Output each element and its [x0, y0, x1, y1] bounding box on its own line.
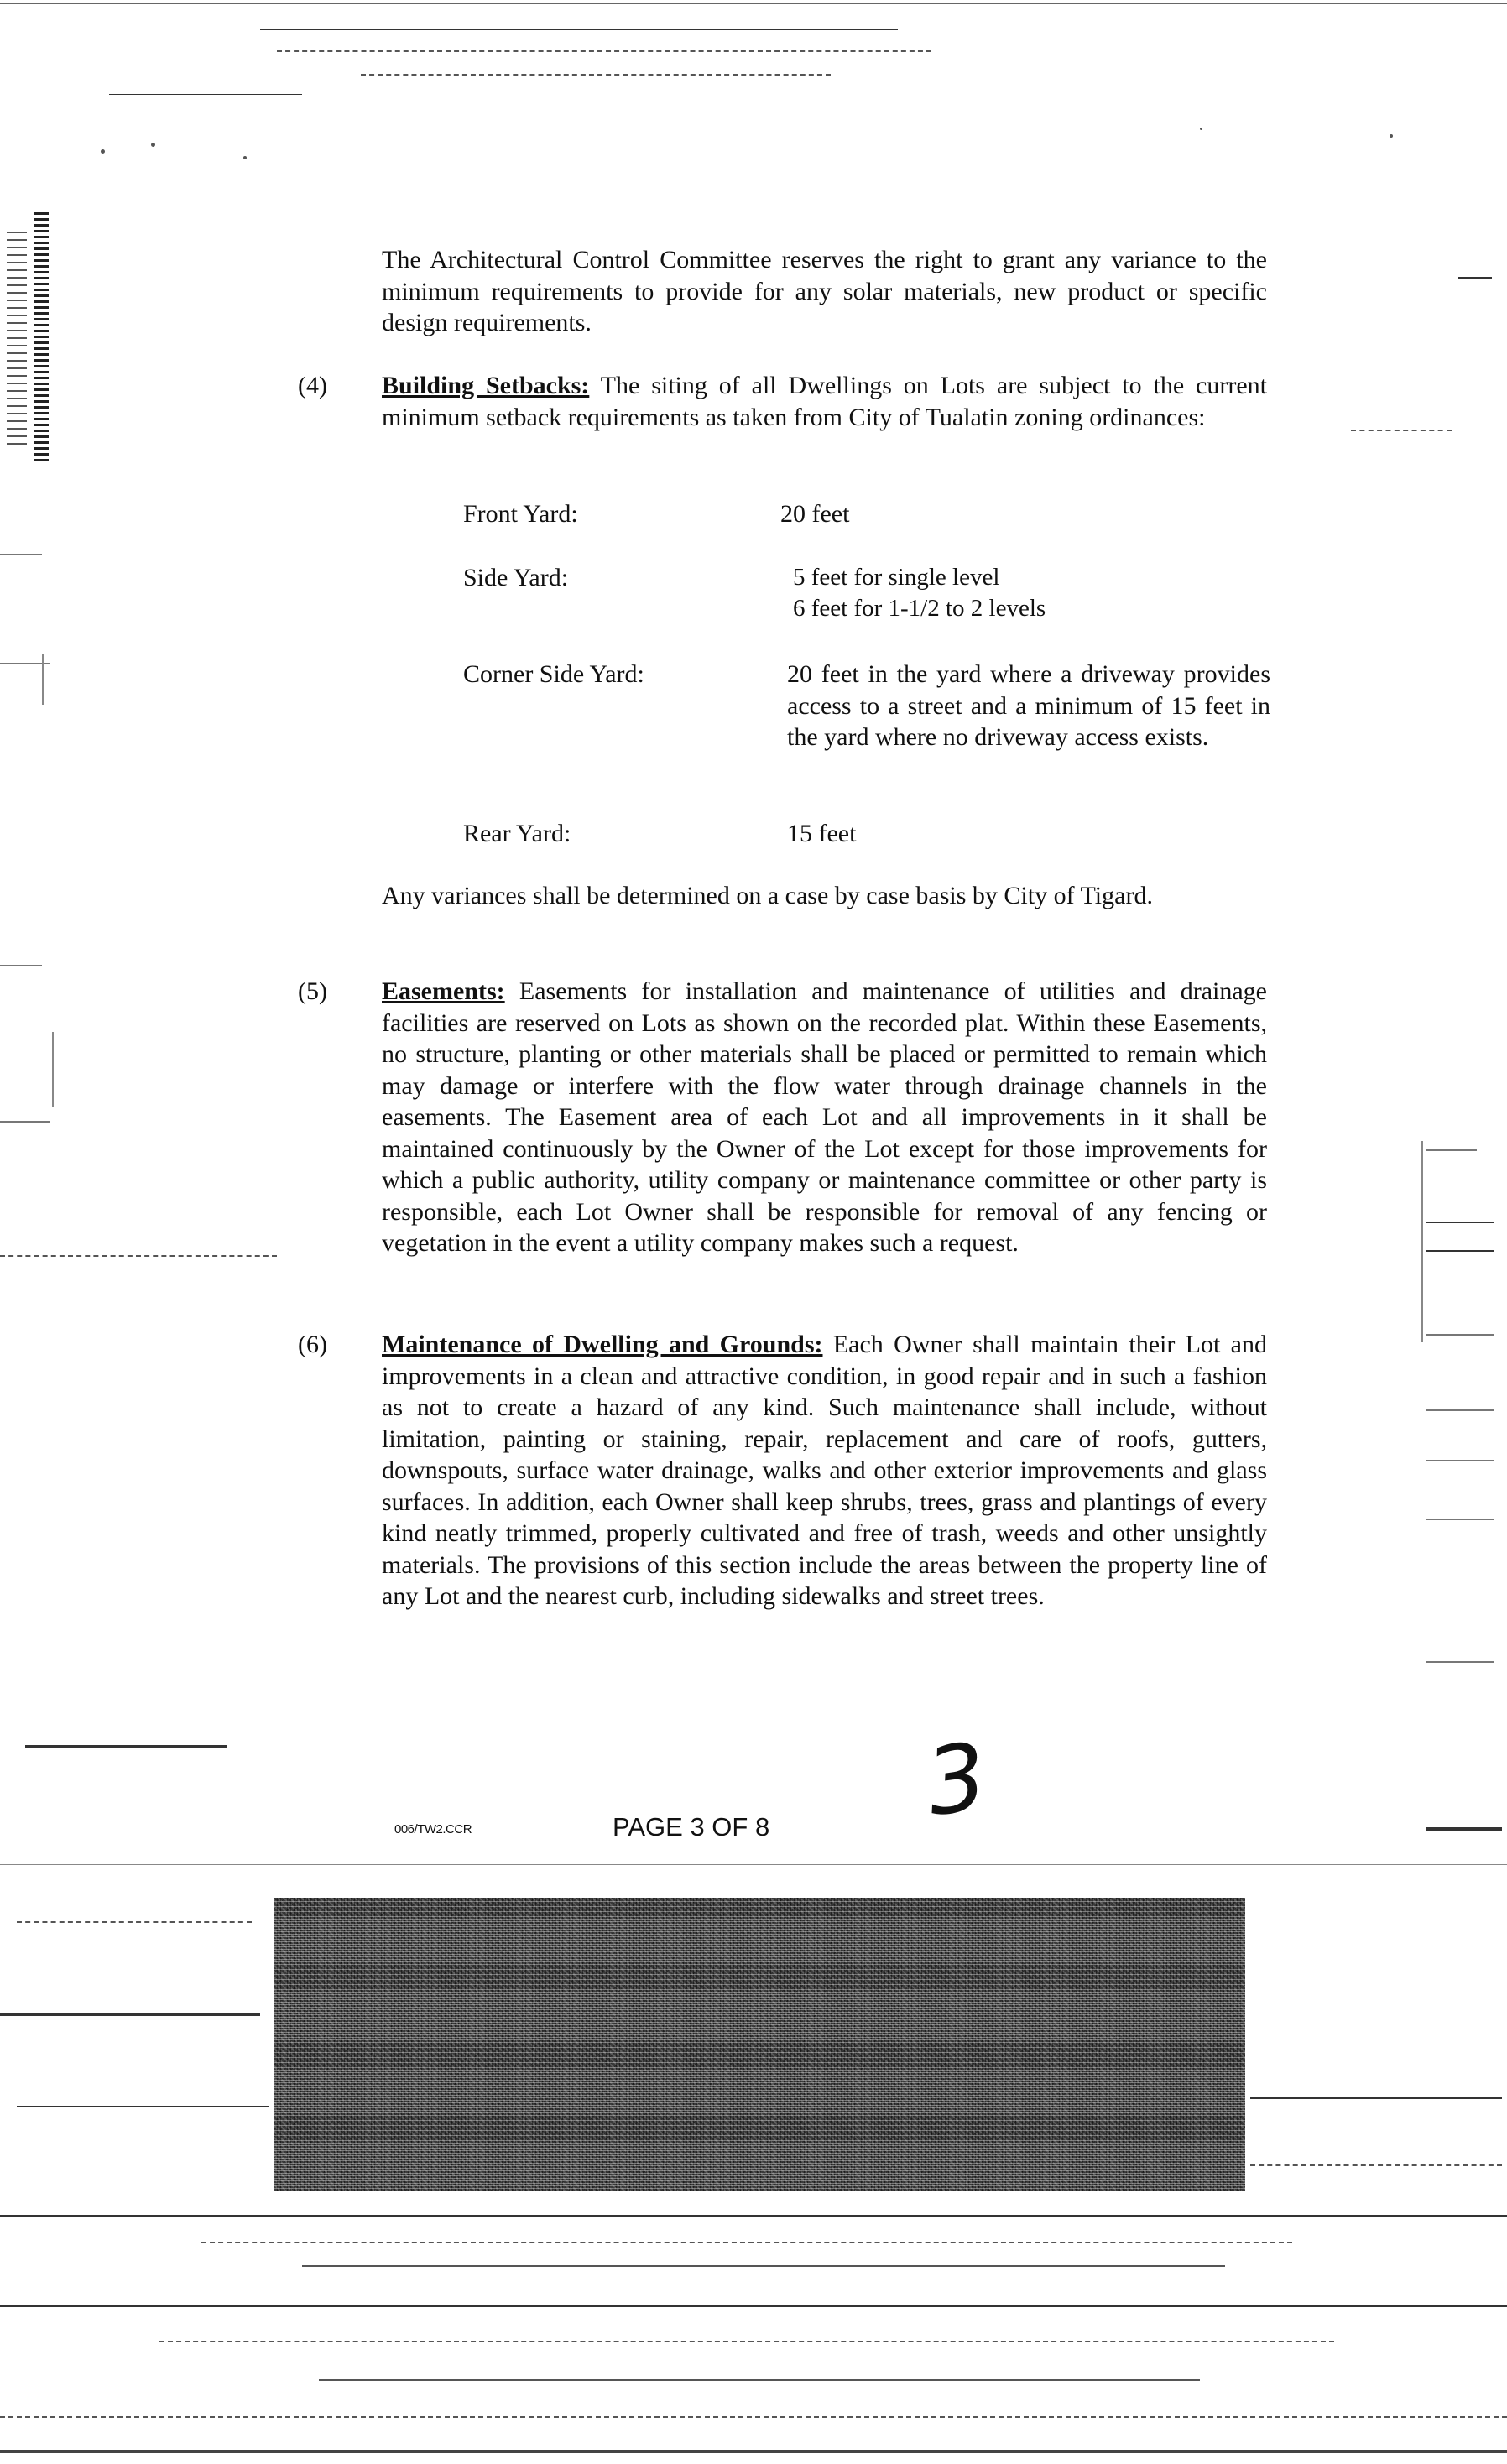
scan-line — [319, 2379, 1200, 2381]
scan-line — [1426, 1827, 1502, 1831]
section-number: (4) — [298, 372, 327, 399]
setbacks-heading: Building Setbacks: — [382, 372, 590, 399]
intro-paragraph: The Architectural Control Committee reserves the right to grant any variance to the minimum requirements to provide for any solar materials, new product or specific design requirements. — [382, 246, 1267, 336]
speck — [101, 149, 105, 154]
scan-line — [1426, 1661, 1494, 1663]
scan-line — [52, 1032, 54, 1107]
file-code: 006/TW2.CCR — [394, 1822, 472, 1836]
scan-line — [0, 2416, 1507, 2418]
scan-line — [260, 29, 898, 30]
scan-line — [1426, 1460, 1494, 1461]
easements-heading: Easements: — [382, 977, 505, 1005]
scan-line — [1426, 1334, 1494, 1336]
scan-line — [0, 554, 42, 555]
scan-line — [0, 1255, 277, 1257]
scan-edge-line — [0, 2450, 1507, 2453]
scan-line — [1426, 1222, 1494, 1223]
rear-yard-label: Rear Yard: — [463, 820, 571, 847]
scan-line — [159, 2341, 1334, 2342]
scan-line — [25, 1745, 227, 1748]
scan-line — [0, 1121, 50, 1123]
scan-line — [42, 654, 44, 705]
scan-line — [1458, 277, 1492, 279]
side-yard-value: 5 feet for single level — [793, 564, 1000, 591]
scan-line — [361, 74, 831, 76]
scan-line — [1426, 1519, 1494, 1520]
page-number: PAGE 3 OF 8 — [613, 1812, 770, 1841]
easements-paragraph — [382, 976, 1267, 1259]
variance-note: Any variances shall be determined on a case by case basis by City of Tigard. — [382, 882, 1153, 909]
scan-line — [1250, 2097, 1502, 2099]
scan-line — [201, 2242, 1292, 2243]
maintenance-heading: Maintenance of Dwelling and Grounds: — [382, 1331, 823, 1358]
easements-body: Easements for installation and maintenance of utilities and drainage facilities are reserved on Lots as shown on the recorded plat. Within these Easements, no structure, planting or other materials shall be placed or permitted to remain which may damage or interfere with the flow water through drainage channels in the easements. The Easement area of each Lot and all improvements in it shall be maintained continuously by the Owner of the Lot except for those improvements for which a public authority, utility company or maintenance committee or other party is responsible, each Lot Owner shall be responsible for removal of any fencing or vegetation in the event a utility company makes such a request. — [382, 977, 1267, 1257]
speck — [1200, 128, 1202, 130]
side-yard-label: Side Yard: — [463, 564, 569, 591]
binding-marks — [0, 210, 50, 461]
handwritten-page-number: 3 — [920, 1722, 993, 1837]
redacted-noise-block — [274, 1898, 1245, 2191]
scan-line — [0, 1864, 1507, 1865]
scan-line — [0, 2215, 1507, 2217]
front-yard-label: Front Yard: — [463, 500, 578, 528]
scan-line — [0, 965, 42, 966]
speck — [151, 143, 155, 147]
scan-line — [277, 50, 931, 52]
maintenance-body: Each Owner shall maintain their Lot and improvements in a clean and attractive condition, in good repair and in such a fashion as not to create a hazard of any kind. Such maintenance shall include, without limitation, painting or staining, repair, replacement and care of roofs, gutters, downspouts, surface water drainage, walks and other exterior improvements and glass surfaces. In addition, each Owner shall keep shrubs, trees, grass and plantings of every kind neatly trimmed, properly cultivated and free of trash, weeds and other unsightly materials. The provisions of this section include the areas between the property line of any Lot and the nearest curb, including sidewalks and street trees. — [382, 1331, 1267, 1610]
section-number: (5) — [298, 977, 327, 1005]
scan-line — [1426, 1250, 1494, 1252]
speck — [243, 156, 247, 159]
maintenance-paragraph — [382, 1329, 1267, 1612]
scan-line — [17, 1921, 252, 1923]
scan-line — [0, 2305, 1507, 2307]
setbacks-paragraph — [382, 370, 1267, 433]
side-yard-value-2: 6 feet for 1-1/2 to 2 levels — [793, 595, 1046, 622]
scan-line — [1426, 1409, 1494, 1411]
setbacks-body: The siting of all Dwellings on Lots are subject to the current minimum setback requirements as taken from City of Tualatin zoning ordinances: — [382, 372, 1267, 431]
scan-edge-line — [0, 3, 1507, 4]
scan-line — [302, 2265, 1225, 2267]
scan-line — [0, 2013, 260, 2016]
corner-side-yard-label: Corner Side Yard: — [463, 660, 644, 688]
scan-line — [17, 2106, 269, 2107]
section-number: (6) — [298, 1331, 327, 1358]
corner-side-yard-value: 20 feet in the yard where a driveway provides access to a street and a minimum of 15 feet in the yard where no driveway access exists. — [787, 660, 1270, 751]
scan-line — [109, 94, 302, 95]
scan-line — [1351, 430, 1452, 431]
scan-line — [1421, 1141, 1423, 1342]
scan-line — [1250, 2164, 1502, 2166]
rear-yard-value: 15 feet — [787, 820, 857, 847]
scan-line — [1426, 1149, 1477, 1151]
speck — [1390, 134, 1393, 138]
front-yard-value: 20 feet — [780, 500, 850, 528]
